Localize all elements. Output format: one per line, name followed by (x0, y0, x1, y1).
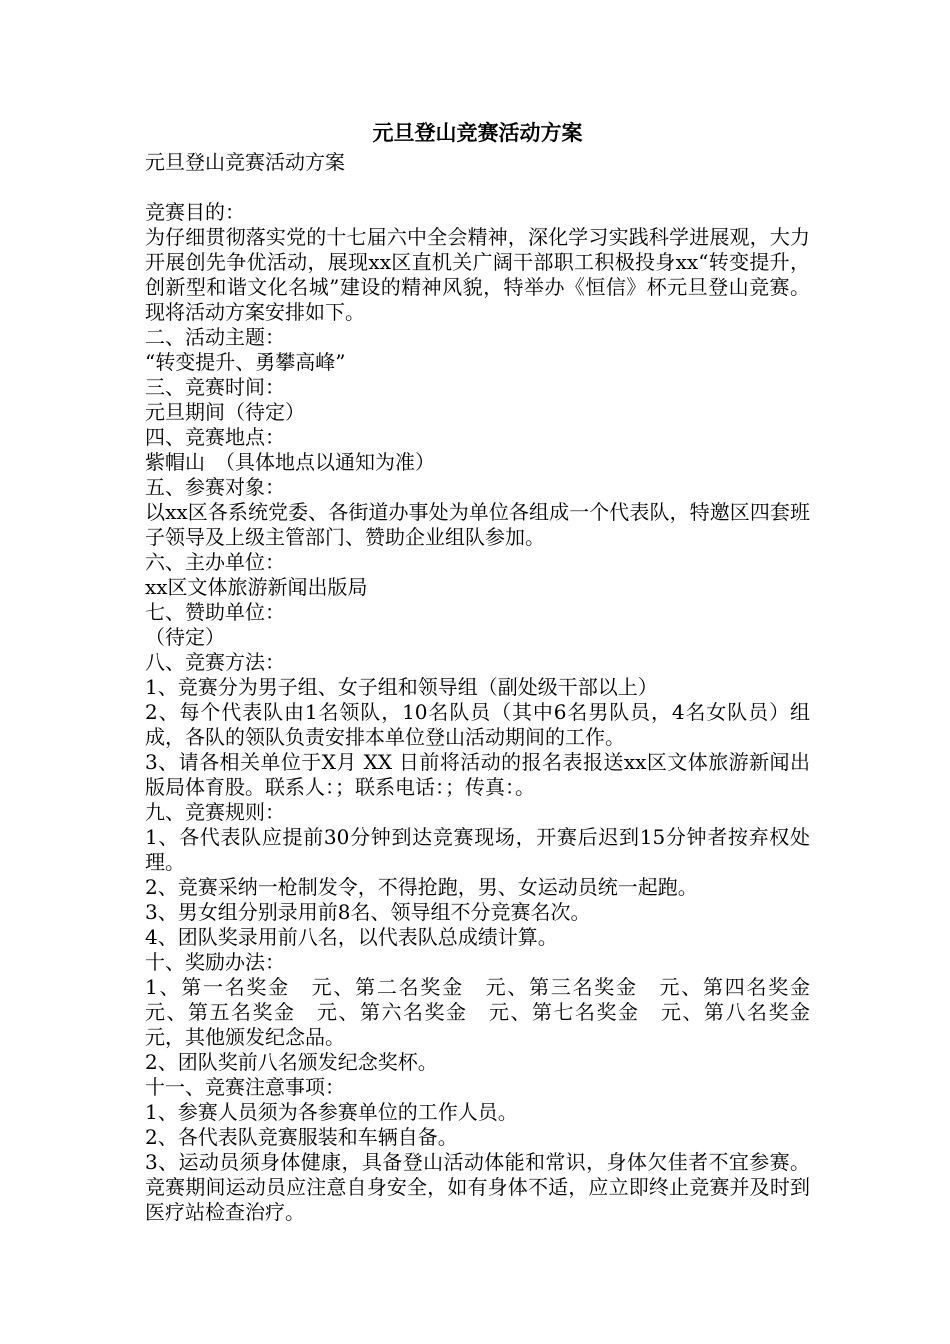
section-rules-item-4: 4、团队奖录用前八名，以代表队总成绩计算。 (145, 925, 558, 949)
section-method-item-1: 1、竞赛分为男子组、女子组和领导组（副处级干部以上） (145, 675, 658, 699)
section-notes-item-3: 3、运动员须身体健康，具备登山活动体能和常识，身体欠佳者不宜参赛。竞赛期间运动员应注意自身安全，如有身体不适，应立即终止竞赛并及时到医疗站检查治疗。 (145, 1150, 810, 1224)
section-method-heading: 八、竞赛方法： (145, 650, 285, 674)
section-rules-heading: 九、竞赛规则： (145, 800, 285, 824)
section-participants-heading: 五、参赛对象： (145, 475, 285, 499)
document-subtitle: 元旦登山竞赛活动方案 (145, 150, 345, 174)
section-theme-text: “转变提升、勇攀高峰” (145, 350, 346, 374)
section-awards-item-2: 2、团队奖前八名颁发纪念奖杯。 (145, 1050, 438, 1074)
section-organizer-text: xx区文体旅游新闻出版局 (145, 575, 368, 599)
section-time-text: 元旦期间（待定） (145, 400, 305, 424)
document-title: 元旦登山竞赛活动方案 (372, 120, 583, 145)
section-time-heading: 三、竞赛时间： (145, 375, 285, 399)
section-notes-heading: 十一、竞赛注意事项： (145, 1075, 345, 1099)
section-notes-item-1: 1、参赛人员须为各参赛单位的工作人员。 (145, 1100, 518, 1124)
section-sponsor-heading: 七、赞助单位： (145, 600, 285, 624)
section-method-item-3: 3、请各相关单位于X月 XX 日前将活动的报名表报送xx区文体旅游新闻出版局体育股。联系人：；联系电话：；传真：。 (145, 750, 810, 799)
section-rules-item-1: 1、各代表队应提前30分钟到达竞赛现场，开赛后迟到15分钟者按弃权处理。 (145, 825, 810, 874)
section-organizer-heading: 六、主办单位： (145, 550, 285, 574)
section-rules-item-2: 2、竞赛采纳一枪制发令，不得抢跑，男、女运动员统一起跑。 (145, 875, 698, 899)
section-location-text: 紫帽山 （具体地点以通知为准） (145, 450, 435, 474)
section-awards-item-1: 1、第一名奖金 元、第二名奖金 元、第三名奖金 元、第四名奖金 元、第五名奖金 元、第六名奖金 元、第七名奖金 元、第八名奖金 元，其他颁发纪念品。 (145, 975, 830, 1049)
section-sponsor-text: （待定） (145, 625, 225, 649)
section-awards-heading: 十、奖励办法： (145, 950, 285, 974)
section-rules-item-3: 3、男女组分别录用前8名、领导组不分竞赛名次。 (145, 900, 591, 924)
section-location-heading: 四、竞赛地点： (145, 425, 285, 449)
document-page (145, 118, 830, 1225)
section-method-item-2: 2、每个代表队由1名领队，10名队员（其中6名男队员，4名女队员）组成，各队的领队负责安排本单位登山活动期间的工作。 (145, 700, 810, 749)
section-purpose-text: 为仔细贯彻落实党的十七届六中全会精神，深化学习实践科学进展观，大力开展创先争优活动，展现xx区直机关广阔干部职工积极投身xx“转变提升，创新型和谐文化名城”建设的精神风貌，特举办《恒信》杯元旦登山竞赛。现将活动方案安排如下。 (145, 225, 810, 324)
section-participants-text: 以xx区各系统党委、各街道办事处为单位各组成一个代表队，特邀区四套班子领导及上级主管部门、赞助企业组队参加。 (145, 500, 810, 549)
blank-line (145, 175, 810, 200)
section-theme-heading: 二、活动主题： (145, 325, 285, 349)
section-purpose-heading: 竞赛目的： (145, 200, 245, 224)
section-notes-item-2: 2、各代表队竞赛服装和车辆自备。 (145, 1125, 458, 1149)
